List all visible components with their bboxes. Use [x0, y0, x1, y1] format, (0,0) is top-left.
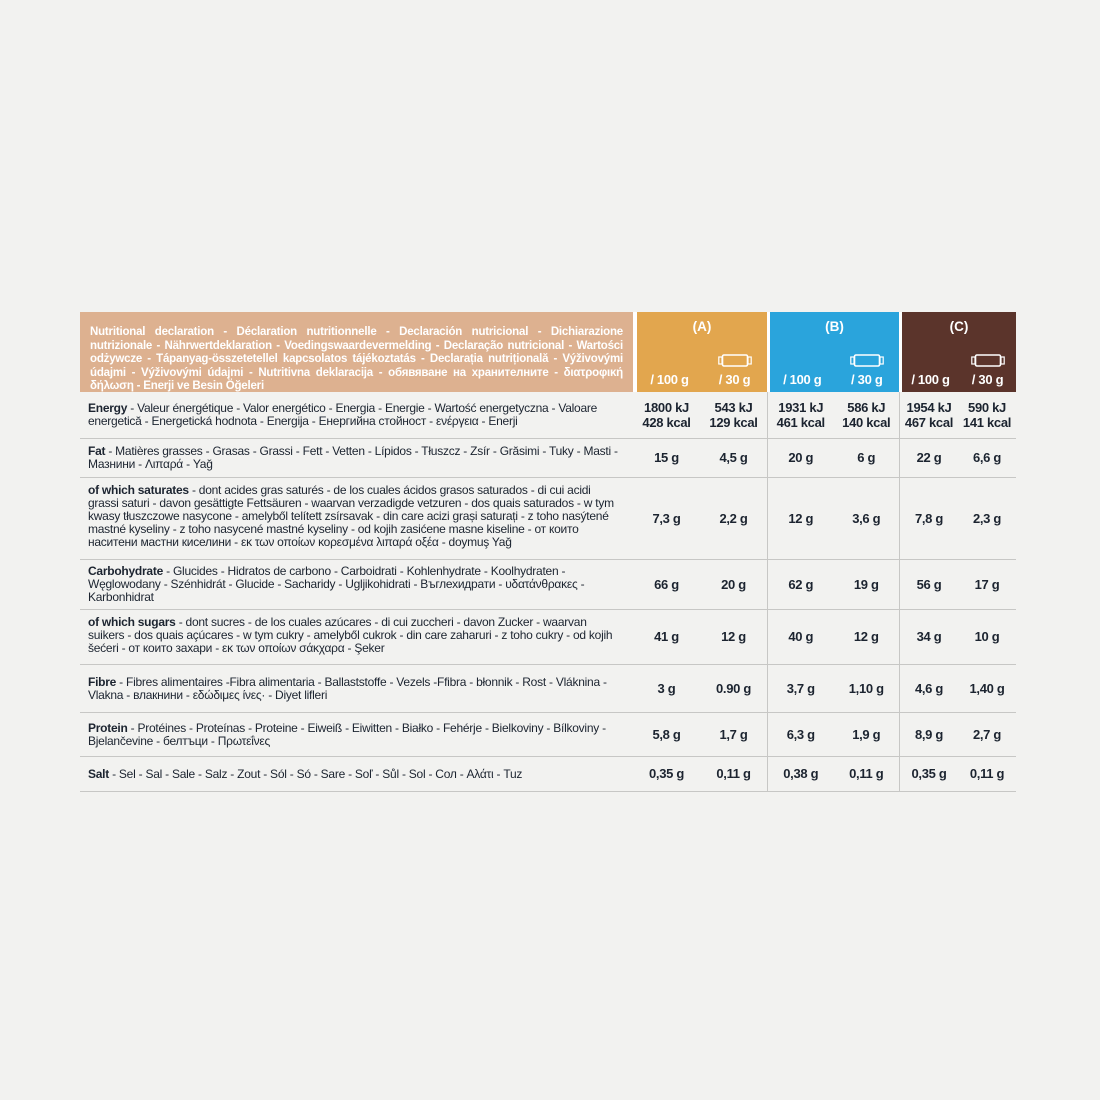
value-text: 0,35 g	[648, 766, 685, 782]
value-cell-carbohydrate-v30	[700, 577, 767, 593]
values-column-a	[633, 610, 767, 664]
value-cell-energy-v100	[900, 400, 958, 431]
value-text: 4,5 g	[719, 450, 748, 466]
nutrient-translations: - Protéines - Proteínas - Proteine - Eiweiß - Eiwitten - Białko - Fehérje - Bielkoviny - Bílkoviny - Bjelančevine - белтъци - Πρωτεΐνες	[88, 720, 606, 748]
value-text: 0,11 g	[716, 766, 751, 782]
values-column-c	[899, 610, 1016, 664]
value-cell-fat-v100	[900, 450, 958, 466]
value-cell-energy-v100	[633, 400, 700, 431]
value-cell-saturates-v100	[900, 511, 958, 527]
values-column-b	[767, 665, 899, 712]
nutrient-label	[80, 665, 633, 712]
value-text: 0,11 g	[849, 766, 884, 782]
value-cell-salt-v30	[958, 766, 1016, 782]
value-text: 1931 kJ	[778, 399, 824, 415]
column-c-label: (C)	[949, 319, 969, 334]
nutrient-translations: - Valeur énergétique - Valor energético - Energia - Energie - Wartość energetyczna - Valoare energetică - Energetická hodnota - Energija - Енергийна стойност - ενέργεια - Enerji	[88, 401, 598, 428]
value-text: 19 g	[853, 576, 879, 592]
value-cell-energy-v100	[768, 400, 834, 431]
nutrient-name: Fat	[88, 444, 106, 458]
value-text: 6,3 g	[786, 726, 815, 742]
bar-icon	[959, 354, 1016, 367]
table-row-sugars	[80, 610, 1016, 665]
value-text: 3 g	[657, 680, 676, 696]
value-cell-salt-v100	[768, 766, 834, 782]
nutrient-name: Fibre	[88, 674, 117, 689]
value-text: 1,10 g	[848, 680, 884, 696]
value-text: 2,7 g	[972, 726, 1002, 742]
value-cell-fat-v30	[958, 450, 1016, 466]
value-text: 22 g	[916, 450, 942, 466]
value-text: 34 g	[916, 629, 942, 645]
value-text: 20 g	[788, 450, 814, 466]
value-text: 2,2 g	[719, 510, 748, 526]
value-text: 62 g	[788, 576, 814, 592]
nutrient-translations: - dont sucres - de los cuales azúcares - di cui zuccheri - davon Zucker - waarvan suikers - dos quais açúcares - w tym cukry - amelyből cukrok - din care zaharuri - z toho cukry - od kojih šećeri - от които захари - εκ των οποίων σάκχαρα - Şeker	[88, 615, 613, 655]
values-column-c	[899, 478, 1016, 559]
values-column-b	[767, 439, 899, 477]
nutrient-name: of which sugars	[88, 615, 176, 629]
value-subtext: 141 kcal	[962, 415, 1012, 430]
product-column-c-header	[902, 312, 1016, 392]
per-100g-label: / 100 g	[783, 372, 822, 387]
value-cell-protein-v100	[633, 727, 700, 743]
value-cell-protein-v30	[834, 727, 900, 743]
values-column-b	[767, 610, 899, 664]
value-cell-saturates-v100	[768, 511, 834, 527]
value-text: 41 g	[654, 629, 679, 645]
value-text: 590 kJ	[968, 399, 1006, 415]
value-text: 6 g	[857, 450, 876, 466]
table-row-energy	[80, 392, 1016, 439]
value-cell-energy-v30	[700, 400, 767, 431]
value-cell-fibre-v100	[768, 681, 834, 697]
value-text: 10 g	[974, 629, 1000, 645]
value-text: 1800 kJ	[644, 399, 689, 415]
per-30g-label: / 30 g	[851, 372, 883, 387]
nutrient-translations: - dont acides gras saturés - de los cuales ácidos grasos saturados - di cui acidi grassi saturi - davon gesättigte Fettsäuren - waarvan verzadigde vetzuren - dos quais saturados - w tym kwasy tłuszczowe nasycone - amelyből telített zsírsavak - din care acizi grași saturați - z toho nasýtené mastné kyseliny - z toho nasycené mastné kyseliny - od kojih zasićene masne kiseline - от които наситени мастни киселини - εκ των οποίων κορεσμένα λιπαρά οξέα - doymuş Yağ	[88, 483, 614, 549]
value-cell-sugars-v30	[700, 629, 767, 645]
value-text: 56 g	[916, 576, 942, 592]
value-text: 40 g	[788, 629, 814, 645]
table-row-saturates	[80, 478, 1016, 560]
nutrient-label	[80, 713, 633, 756]
nutrition-table	[80, 312, 1016, 792]
value-text: 4,6 g	[914, 680, 944, 696]
value-cell-carbohydrate-v30	[834, 577, 900, 593]
nutrient-label	[80, 610, 633, 664]
value-text: 0,11 g	[969, 766, 1005, 782]
value-text: 20 g	[721, 576, 746, 592]
value-cell-protein-v30	[700, 727, 767, 743]
value-text: 0,35 g	[911, 766, 947, 782]
value-text: 12 g	[721, 629, 746, 645]
values-column-a	[633, 713, 767, 756]
value-cell-fibre-v100	[633, 681, 700, 697]
value-text: 66 g	[654, 576, 679, 592]
nutrient-label	[80, 478, 633, 559]
value-cell-energy-v30	[834, 400, 900, 431]
value-cell-carbohydrate-v100	[900, 577, 958, 593]
value-subtext: 467 kcal	[904, 415, 954, 430]
value-text: 15 g	[654, 450, 679, 466]
multilingual-title: Nutritional declaration - Déclaration nutritionnelle - Declaración nutricional - Dichiarazione nutrizionale - Nährwertdeklaration - Voedingswaardevermelding - Declaração nutricional - Wartości odżywcze - Tápanyag-összetetellel kapcsolatos tájékoztatás - Declarația nutrițională - Výživovými údajmi - Výživovými údajmi - Nutritivna deklaracija - обявяване на хранителните - διατροφική δήλωση - Enerji ve Besin Öğeleri	[80, 312, 633, 392]
value-text: 1,9 g	[852, 726, 881, 742]
value-cell-protein-v100	[768, 727, 834, 743]
value-subtext: 129 kcal	[709, 415, 758, 430]
nutrient-name: Carbohydrate	[88, 564, 164, 578]
value-cell-fibre-v30	[958, 681, 1016, 697]
nutrient-translations: - Matières grasses - Grasas - Grassi - Fett - Vetten - Lípidos - Tłuszcz - Zsír - Grăsimi - Tuky - Masti - Мазнини - Λιπαρά - Yağ	[88, 444, 618, 471]
values-column-b	[767, 713, 899, 756]
value-text: 0,38 g	[783, 766, 819, 782]
value-cell-fibre-v30	[700, 681, 767, 697]
value-cell-fat-v30	[700, 450, 767, 466]
values-column-a	[633, 392, 767, 438]
table-header	[80, 312, 1016, 392]
values-column-c	[899, 560, 1016, 609]
value-cell-carbohydrate-v30	[958, 577, 1016, 593]
value-cell-fibre-v30	[834, 681, 900, 697]
value-cell-sugars-v100	[900, 629, 958, 645]
bar-icon	[702, 354, 767, 367]
value-cell-protein-v30	[958, 727, 1016, 743]
value-cell-fibre-v100	[900, 681, 958, 697]
value-cell-sugars-v30	[834, 629, 900, 645]
value-cell-salt-v30	[700, 766, 767, 782]
value-cell-fat-v100	[768, 450, 834, 466]
value-text: 3,6 g	[852, 510, 881, 526]
column-c-units	[902, 372, 1016, 387]
value-subtext: 428 kcal	[642, 415, 691, 430]
value-subtext: 140 kcal	[842, 415, 891, 430]
values-column-c	[899, 392, 1016, 438]
values-column-b	[767, 478, 899, 559]
column-b-units	[770, 372, 899, 387]
values-column-c	[899, 713, 1016, 756]
value-text: 12 g	[853, 629, 879, 645]
nutrient-label	[80, 757, 633, 791]
values-column-c	[899, 757, 1016, 791]
value-cell-carbohydrate-v100	[633, 577, 700, 593]
value-text: 8,9 g	[914, 726, 944, 742]
nutrient-label	[80, 439, 633, 477]
value-text: 1954 kJ	[906, 399, 952, 415]
value-cell-sugars-v100	[768, 629, 834, 645]
nutrient-translations: - Glucides - Hidratos de carbono - Carboidrati - Kohlenhydrate - Koolhydraten - Węglowodany - Szénhidrát - Glucide - Sacharidy - Ugljikohidrati - Въглехидрати - υδατάνθρακες - Karbonhidrat	[88, 564, 585, 604]
nutrient-label	[80, 560, 633, 609]
values-column-a	[633, 757, 767, 791]
values-column-b	[767, 560, 899, 609]
values-column-a	[633, 478, 767, 559]
nutrient-name: of which saturates	[88, 483, 189, 497]
value-cell-fat-v100	[633, 450, 700, 466]
value-text: 6,6 g	[972, 450, 1002, 466]
value-subtext: 461 kcal	[776, 415, 825, 430]
table-row-fibre	[80, 665, 1016, 713]
per-100g-label: / 100 g	[650, 372, 689, 387]
value-cell-saturates-v30	[834, 511, 900, 527]
column-b-label: (B)	[825, 319, 844, 334]
table-body	[80, 392, 1016, 792]
table-row-fat	[80, 439, 1016, 478]
product-column-b-header	[770, 312, 899, 392]
value-text: 3,7 g	[786, 680, 815, 696]
value-cell-fat-v30	[834, 450, 900, 466]
values-column-c	[899, 665, 1016, 712]
column-a-label: (A)	[692, 319, 712, 334]
value-text: 7,3 g	[652, 510, 681, 526]
value-cell-protein-v100	[900, 727, 958, 743]
value-cell-sugars-v30	[958, 629, 1016, 645]
values-column-a	[633, 560, 767, 609]
value-text: 2,3 g	[972, 510, 1002, 526]
value-text: 7,8 g	[914, 510, 944, 526]
values-column-a	[633, 665, 767, 712]
nutrient-label	[80, 392, 633, 438]
per-30g-label: / 30 g	[718, 372, 751, 387]
nutrient-name: Energy	[88, 401, 128, 415]
values-column-c	[899, 439, 1016, 477]
value-text: 1,40 g	[969, 680, 1005, 696]
nutrient-translations: - Sel - Sal - Sale - Salz - Zout - Sól - Só - Sare - Soľ - Sůl - Sol - Сол - Αλάτι - Tuz	[109, 766, 523, 781]
value-text: 17 g	[974, 576, 1000, 592]
value-text: 586 kJ	[847, 399, 886, 415]
value-text: 543 kJ	[714, 399, 753, 415]
column-a-units	[637, 372, 767, 387]
value-cell-saturates-v30	[700, 511, 767, 527]
nutrient-name: Salt	[88, 766, 110, 781]
value-cell-salt-v100	[900, 766, 958, 782]
value-text: 5,8 g	[652, 726, 681, 742]
per-30g-label: / 30 g	[971, 372, 1004, 387]
bar-icon	[835, 354, 900, 367]
table-row-protein	[80, 713, 1016, 757]
value-text: 1,7 g	[719, 726, 748, 742]
table-row-carbohydrate	[80, 560, 1016, 610]
value-cell-carbohydrate-v100	[768, 577, 834, 593]
values-column-b	[767, 757, 899, 791]
value-text: 12 g	[788, 510, 814, 526]
values-column-b	[767, 392, 899, 438]
value-cell-energy-v30	[958, 400, 1016, 431]
value-cell-saturates-v30	[958, 511, 1016, 527]
value-cell-sugars-v100	[633, 629, 700, 645]
per-100g-label: / 100 g	[911, 372, 950, 387]
value-cell-salt-v30	[834, 766, 900, 782]
nutrient-translations: - Fibres alimentaires -Fibra alimentaria - Ballaststoffe - Vezels -Ffibra - błonnik - Rost - Vláknina - Vlakna - влакнини - εδώδιμες ίνες· - Diyet lifleri	[88, 674, 607, 702]
value-cell-salt-v100	[633, 766, 700, 782]
product-column-a-header	[637, 312, 767, 392]
nutrient-name: Protein	[88, 720, 128, 735]
table-row-salt	[80, 757, 1016, 792]
values-column-a	[633, 439, 767, 477]
value-cell-saturates-v100	[633, 511, 700, 527]
value-text: 0.90 g	[715, 680, 752, 696]
